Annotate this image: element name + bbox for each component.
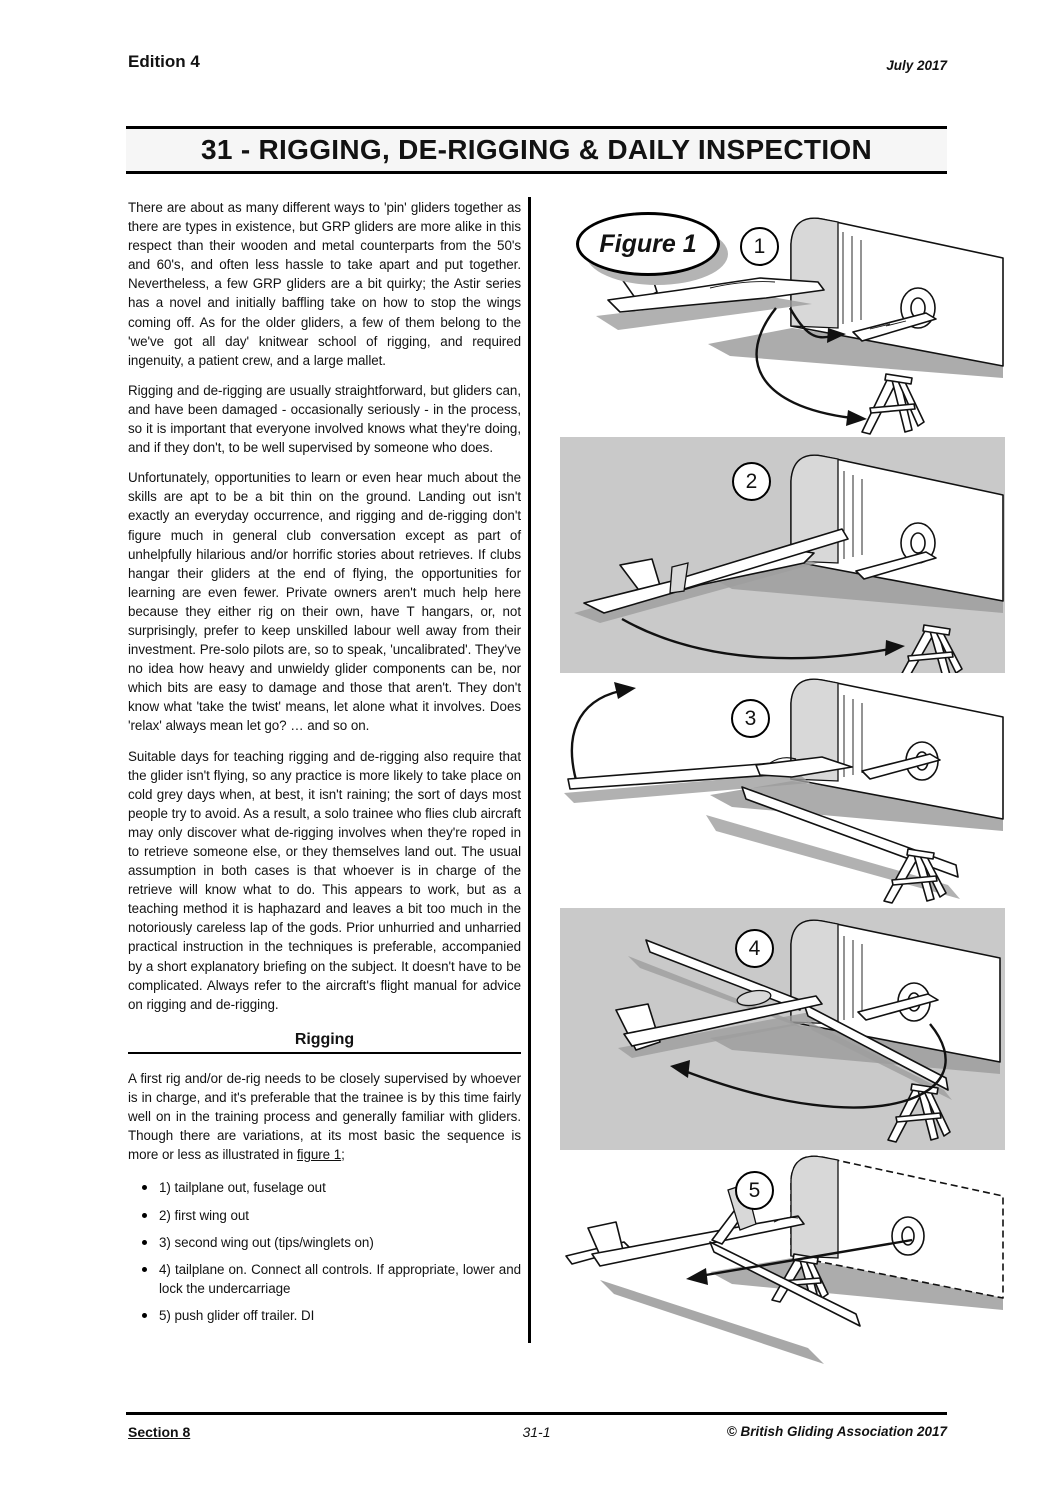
- paragraph: There are about as many different ways to 'pin' gliders together as there are types in existence, but GRP gliders are more alike in this respect than their wooden and metal counterparts from the 50's and 60's, and often less hassle to take apart and put together. Nevertheless, a few GRP gliders are a bit quirky; the Astir series has a novel and initially baffling take on how to stop the wings coming off. As for the older gliders, a few of them belong to the 'we've got all day' knitwear school of rigging, and required ingenuity, a patient crew, and a large mallet.: [128, 200, 521, 368]
- column-divider: [528, 197, 531, 1343]
- footer-copyright: © British Gliding Association 2017: [726, 1424, 947, 1439]
- paragraph: Rigging and de-rigging are usually straightforward, but gliders can, and have been damaged - occasionally seriously - in the process, so it is important that everyone involved knows what they're doing, and if they don't, to be well supervised by someone who does.: [128, 382, 521, 456]
- step-text: 1) tailplane out, fuselage out: [159, 1180, 326, 1196]
- trailer-door: [791, 218, 838, 328]
- rotate-arrow: [572, 691, 620, 787]
- figure-panel-4: [560, 908, 1005, 1150]
- intro-text: A first rig and/or de-rig needs to be closely supervised by whoever is in charge, and it's preferable that the trainee is by this time fairly well on in the training process and generally familiar with gliders. Though there are variations, at its most basic the sequence is more or less as illustrated in: [128, 1070, 521, 1163]
- panel-number-2: 2: [732, 462, 771, 501]
- figure-panel-2: [560, 437, 1005, 673]
- figure-label: Figure 1: [576, 212, 720, 276]
- footer-section-label: Section 8: [128, 1424, 191, 1440]
- edition-label: Edition 4: [128, 52, 200, 71]
- rigging-section-heading: Rigging: [128, 1030, 521, 1054]
- rigging-step-2-illustration: [560, 437, 1005, 673]
- paragraph: Unfortunately, opportunities to learn or even hear much about the skills are apt to be a bit thin on the ground. Landing out isn't exactly an everyday occurrence, and rigging and de-rigging don't figure much in general club conversation except as part of unhelpfully hilarious and/or horrific stories about retrieves. If clubs hangar their gliders at the end of flying, the opportunities for learning are even fewer. Private owners aren't much help here because they either rig on their own, have T hangars, or, not surprisingly, prefer to keep unskilled labour well away from their investment. Pre-solo pilots are, so to speak, 'uncalibrated'. They've no idea how heavy and unwieldy glider components can be, nor which bits are easy to damage and those that aren't. They don't know what 'take the twist' means, let alone what it involves. Does 'relax' always mean let go? … and so on.: [128, 470, 521, 734]
- figure-1-link[interactable]: figure 1: [296, 1147, 342, 1163]
- arrow-to-trestle: [622, 619, 890, 658]
- trestle-illustration: [900, 625, 962, 673]
- trailer-door: [791, 1156, 838, 1258]
- canopy: [736, 988, 772, 1008]
- rigging-step-5: [128, 1306, 521, 1325]
- chapter-title: 31 - RIGGING, DE-RIGGING & DAILY INSPECTION: [126, 126, 947, 174]
- footer-rule: [126, 1412, 947, 1415]
- rigging-step-3: [128, 1233, 521, 1252]
- intro-text-tail: ;: [341, 1147, 345, 1163]
- trestle-illustration: [862, 374, 924, 434]
- rigging-step-2: [128, 1206, 521, 1225]
- panel-number-1: 1: [740, 227, 779, 266]
- bullet-icon: [142, 1267, 147, 1272]
- panel-number-4: 4: [735, 929, 774, 968]
- rigging-step-1: [128, 1178, 521, 1197]
- panel-number-3: 3: [731, 699, 770, 738]
- footer-page-number: 31-1: [522, 1424, 551, 1440]
- rigging-step-4: [128, 1260, 521, 1298]
- panel-number-5: 5: [735, 1171, 774, 1210]
- figure-panel-5: [560, 1150, 1005, 1394]
- figure-panel-3: [560, 673, 1005, 908]
- bullet-icon: [142, 1240, 147, 1245]
- step-text: 4) tailplane on. Connect all controls. If appropriate, lower and lock the undercarriage: [159, 1261, 521, 1296]
- step-text: 3) second wing out (tips/winglets on): [159, 1234, 374, 1250]
- rigging-intro-paragraph: [128, 1069, 521, 1164]
- bullet-icon: [142, 1313, 147, 1318]
- step-text: 5) push glider off trailer. DI: [159, 1307, 315, 1323]
- bullet-icon: [142, 1185, 147, 1190]
- rigging-step-4-illustration: [560, 908, 1005, 1150]
- bullet-icon: [142, 1213, 147, 1218]
- rigging-steps-list: [128, 1178, 521, 1325]
- body-text-column: [128, 198, 521, 1333]
- paragraph: Suitable days for teaching rigging and de-rigging also require that the glider isn't flying, so any practice is more likely to take place on cold grey days when, at best, it isn't raining; the sort of days most people try to avoid. As a result, a solo trainee who flies club aircraft may only discover what de-rigging involves when they're roped in to retrieve someone else, or they themselves land out. The usual assumption in both cases is that whoever is in charge of the retrieve will know what to do. This appears to work, but as a teaching method it is haphazard and leaves a bit too much in the notoriously careless lap of the gods. Prior unhurried and unharried practical instruction in the techniques is preferable, accompanied by a short explanatory briefing on the subject. It doesn't have to be complicated. Always refer to the aircraft's flight manual for advice on rigging and de-rigging.: [128, 748, 521, 1012]
- step-text: 2) first wing out: [159, 1207, 249, 1223]
- rigging-step-3-illustration: [560, 673, 1005, 908]
- rigging-step-5-illustration: [560, 1150, 1005, 1394]
- date-label: July 2017: [886, 58, 947, 73]
